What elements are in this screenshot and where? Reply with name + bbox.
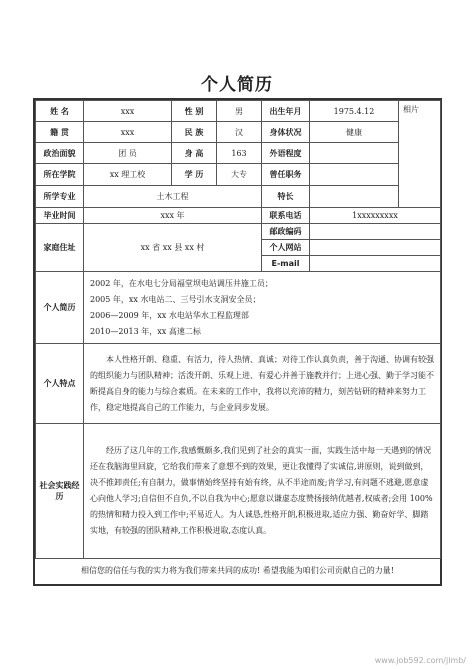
politics-label: 政治面貌 bbox=[36, 143, 84, 164]
resume-line: 2005 年，xx 水电站二、三号引水支洞安全员； bbox=[90, 294, 261, 304]
table-row bbox=[36, 186, 441, 208]
table-row bbox=[36, 208, 441, 224]
experience-label: 社会实践经历 bbox=[36, 424, 84, 559]
height-label: 身 高 bbox=[172, 143, 217, 164]
name-value: xxx bbox=[84, 101, 172, 122]
language-value bbox=[310, 143, 399, 164]
table-row bbox=[36, 122, 441, 143]
resume-line: 2010—2013 年，xx 高速二标 bbox=[90, 326, 201, 336]
table-row bbox=[36, 272, 441, 344]
resume-label: 个人简历 bbox=[36, 272, 84, 344]
skills-label: 特长 bbox=[262, 186, 310, 208]
position-label: 曾任职务 bbox=[262, 164, 310, 186]
gradtime-value: xxx 年 bbox=[84, 208, 262, 224]
address-label: 家庭住址 bbox=[36, 224, 84, 272]
website-label: 个人网站 bbox=[262, 240, 310, 256]
skills-value bbox=[310, 186, 399, 208]
major-label: 所学专业 bbox=[36, 186, 84, 208]
resume-line: 2002 年，在水电七分局福堂坝电站调压井施工员； bbox=[90, 278, 273, 288]
school-label: 所在学院 bbox=[36, 164, 84, 186]
origin-label: 籍 贯 bbox=[36, 122, 84, 143]
traits-text: 本人性格开朗、稳重、有活力，待人热情、真诚；对待工作认真负责，善于沟通、协调有较强的组织能力与团队精神；活泼开朗、乐观上进、有爱心并善于施教并行；上进心强、勤于学习能不断提高自身的能力与综合素质。在未来的工作中，我将以充沛的精力，刻苦钻研的精神来努力工作，稳定地提高自己的工作能力，与企业同步发展。 bbox=[90, 354, 434, 412]
photo-cell bbox=[399, 101, 441, 208]
postcode-label: 邮政编码 bbox=[262, 224, 310, 240]
email-label: E-mail bbox=[262, 256, 310, 272]
photo-label: 相片 bbox=[403, 105, 419, 114]
birth-value: 1975.4.12 bbox=[310, 101, 399, 122]
table-row bbox=[36, 224, 441, 240]
ethnic-value: 汉 bbox=[217, 122, 262, 143]
gradtime-label: 毕业时间 bbox=[36, 208, 84, 224]
degree-label: 学 历 bbox=[172, 164, 217, 186]
health-value: 健康 bbox=[310, 122, 399, 143]
watermark: www.job592.com/jlmb/ bbox=[374, 656, 466, 665]
resume-table bbox=[35, 100, 441, 559]
school-value: xx 理工校 bbox=[84, 164, 172, 186]
closing-statement: 相信您的信任与我的实力将为我们带来共同的成功! 希望我能为咱们公司贡献自己的力量! bbox=[81, 566, 394, 575]
page-title: 个人简历 bbox=[201, 75, 273, 95]
birth-label: 出生年月 bbox=[262, 101, 310, 122]
table-row bbox=[36, 143, 441, 164]
position-value bbox=[310, 164, 399, 186]
address-value: xx 省 xx 县 xx 村 bbox=[84, 224, 262, 272]
language-label: 外语程度 bbox=[262, 143, 310, 164]
gender-value: 男 bbox=[217, 101, 262, 122]
phone-label: 联系电话 bbox=[262, 208, 310, 224]
table-row bbox=[36, 164, 441, 186]
ethnic-label: 民 族 bbox=[172, 122, 217, 143]
gender-label: 性 别 bbox=[172, 101, 217, 122]
traits-label: 个人特点 bbox=[36, 344, 84, 424]
postcode-value bbox=[310, 224, 441, 240]
table-row bbox=[36, 101, 441, 122]
table-row bbox=[36, 424, 441, 559]
name-label: 姓 名 bbox=[36, 101, 84, 122]
resume-content bbox=[84, 272, 441, 344]
degree-value: 大专 bbox=[217, 164, 262, 186]
experience-text: 经历了这几年的工作,我感慨颇多,我们见到了社会的真实一面，实践生活中每一天遇到的情况还在我脑海里回旋，它给我们带来了意想不到的效果，更让我懂得了实诚信,讲原则，说到做到，决不推卸责任;有自制力，做事情始终坚持有始有终，从不半途而废;肯学习,有问题不逃避,愿意虚心向他人学习;自信但不自负,不以自我为中心;愿意以谦虚态度赞扬接纳优越者,权威者;会用 100%的热情和精力投入到工作中;平易近人。为人诚恳,性格开朗,积极进取,适应力强、勤奋好学、脚踏实地，有较强的团队精神,工作积极进取,态度认真。 bbox=[90, 446, 433, 535]
table-row bbox=[36, 344, 441, 424]
resume-line: 2006—2009 年，xx 水电站华水工程监理部 bbox=[90, 310, 249, 320]
email-value bbox=[310, 256, 441, 272]
major-value: 土木工程 bbox=[84, 186, 262, 208]
website-value bbox=[310, 240, 441, 256]
height-value: 163 bbox=[217, 143, 262, 164]
health-label: 身体状况 bbox=[262, 122, 310, 143]
phone-value: 1xxxxxxxxx bbox=[310, 208, 441, 224]
origin-value: xxx bbox=[84, 122, 172, 143]
politics-value: 团 员 bbox=[84, 143, 172, 164]
